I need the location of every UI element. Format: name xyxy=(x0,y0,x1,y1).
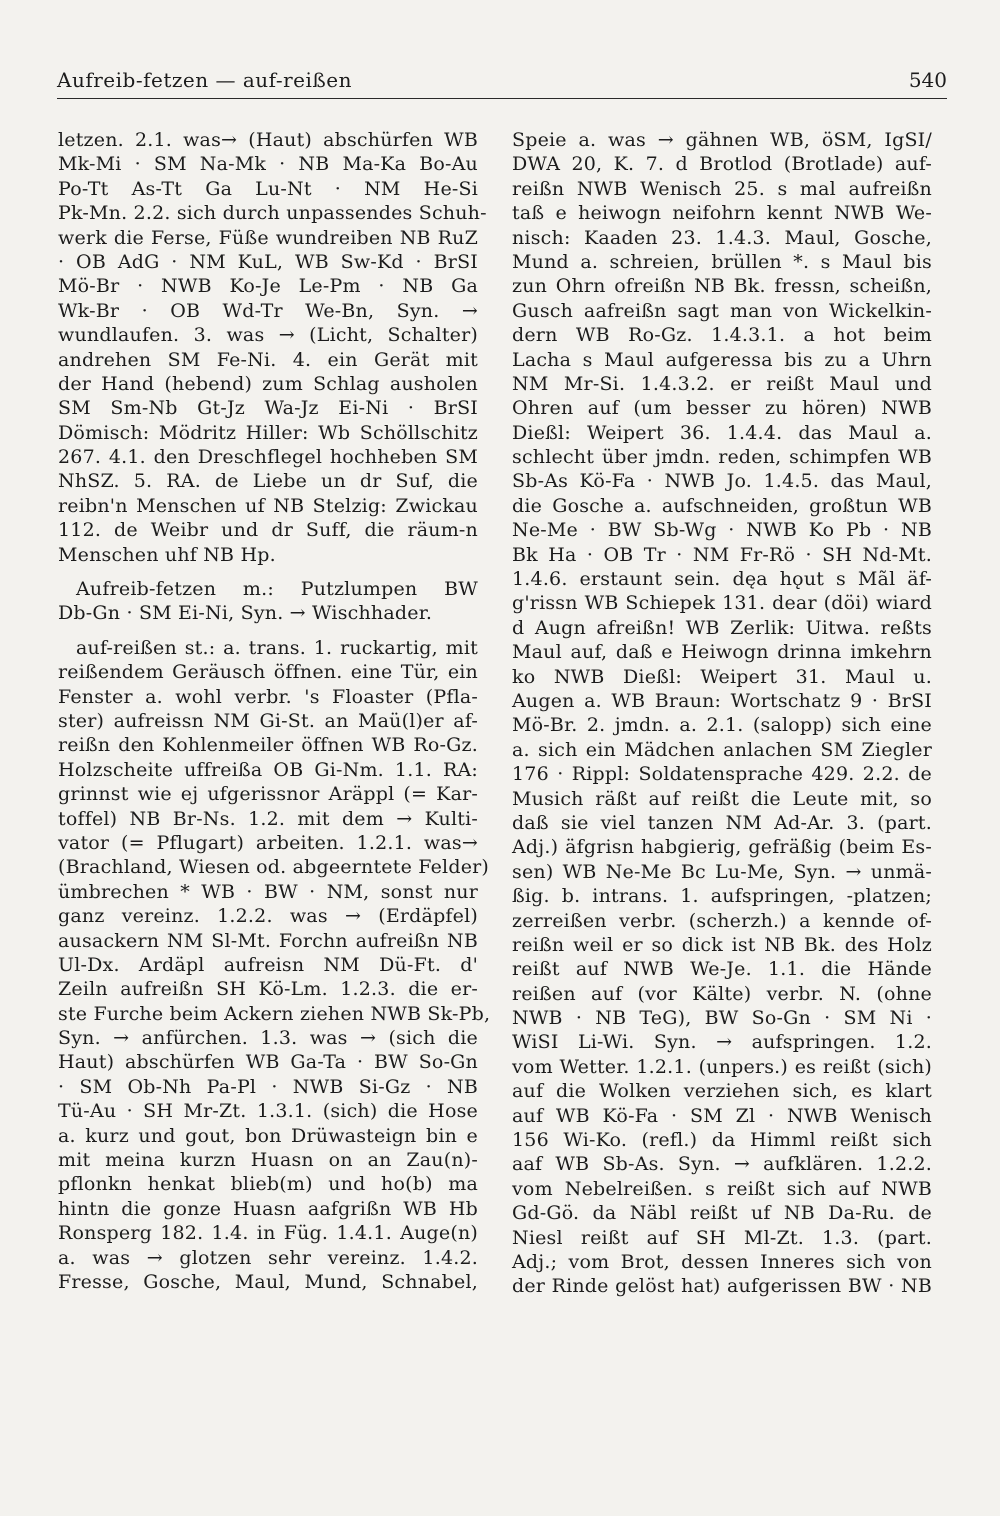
text-line: Gd-Gö. da Näbl reißt uf NB Da-Ru. de xyxy=(512,1202,932,1225)
text-line: aaf WB Sb-As. Syn. → aufklären. 1.2.2. xyxy=(512,1153,932,1176)
text-line: DWA 20, K. 7. d Brotlod (Brotlade) auf- xyxy=(512,153,932,176)
text-line: zerreißen verbr. (scherzh.) a kennde of- xyxy=(512,909,932,932)
text-line: Dießl: Weipert 36. 1.4.4. das Maul a. xyxy=(512,421,932,444)
text-line: Aufreib-fetzen m.: Putzlumpen BW xyxy=(76,578,478,601)
text-line: toffel) NB Br-Ns. 1.2. mit dem → Kulti- xyxy=(58,807,478,830)
text-line: sen) WB Ne-Me Bc Lu-Me, Syn. → unmä- xyxy=(512,860,932,883)
text-line: schlecht über jmdn. reden, schimpfen WB xyxy=(512,446,932,469)
text-line: Db-Gn · SM Ei-Ni, Syn. → Wischhader. xyxy=(58,602,433,625)
text-line: pflonkn henkat blieb(m) und ho(b) ma xyxy=(58,1173,478,1196)
text-line: taß e heiwogn neifohrn kennt NWB We- xyxy=(512,202,932,225)
header-title: Aufreib-fetzen — auf-reißen xyxy=(57,68,352,92)
text-line: Haut) abschürfen WB Ga-Ta · BW So-Gn xyxy=(58,1051,478,1074)
text-line: Fenster a. wohl verbr. 's Floaster (Pfla- xyxy=(58,685,478,708)
text-line: Adj.) äfgrisn habgierig, gefräßig (beim Es- xyxy=(512,836,932,859)
text-line: Augen a. WB Braun: Wortschatz 9 · BrSI xyxy=(512,689,932,712)
text-line: Lacha s Maul aufgeressa bis zu a Uhrn xyxy=(512,348,932,371)
text-line: Mund a. schreien, brüllen *. s Maul bis xyxy=(512,250,932,273)
text-line: Ne-Me · BW Sb-Wg · NWB Ko Pb · NB xyxy=(512,519,932,542)
text-line: reißendem Geräusch öffnen. eine Tür, ein xyxy=(58,661,478,684)
text-line: Ul-Dx. Ardäpl aufreisn NM Dü-Ft. d' xyxy=(58,953,478,976)
text-line: zun Ohrn ofreißn NB Bk. fressn, scheißn, xyxy=(512,275,932,298)
paragraph-gap xyxy=(58,567,478,577)
text-line: Ohren auf (um besser zu hören) NWB xyxy=(512,397,932,420)
text-line: Fresse, Gosche, Maul, Mund, Schnabel, xyxy=(58,1270,478,1293)
text-line: a. kurz und gout, bon Drüwasteign bin e xyxy=(58,1124,478,1147)
text-line: ganz vereinz. 1.2.2. was → (Erdäpfel) xyxy=(58,905,478,928)
text-line: auf-reißen st.: a. trans. 1. ruckartig, mit xyxy=(76,636,478,659)
text-line: Musich räßt auf reißt die Leute mit, so xyxy=(512,787,932,810)
text-line: ster) aufreissn NM Gi-St. an Maü(l)er af- xyxy=(58,709,478,732)
text-line: Maul auf, daß e Heiwogn drinna imkehrn xyxy=(512,641,932,664)
text-line: reibn'n Menschen uf NB Stelzig: Zwickau xyxy=(58,494,478,517)
text-line: a. sich ein Mädchen anlachen SM Ziegler xyxy=(512,738,932,761)
text-line: Sb-As Kö-Fa · NWB Jo. 1.4.5. das Maul, xyxy=(512,470,932,493)
text-line: ümbrechen * WB · BW · NM, sonst nur xyxy=(58,880,478,903)
text-line: ko NWB Dießl: Weipert 31. Maul u. xyxy=(512,665,932,688)
text-line: SM Sm-Nb Gt-Jz Wa-Jz Ei-Ni · BrSI xyxy=(58,397,478,420)
text-line: Adj.; vom Brot, dessen Inneres sich von xyxy=(512,1250,932,1273)
text-line: der Hand (hebend) zum Schlag ausholen xyxy=(58,372,478,395)
text-line: Bk Ha · OB Tr · NM Fr-Rö · SH Nd-Mt. xyxy=(512,543,932,566)
text-line: 112. de Weibr und dr Suff, die räum-n xyxy=(58,519,478,542)
text-line: · OB AdG · NM KuL, WB Sw-Kd · BrSI xyxy=(58,250,478,273)
text-line: reißen auf (vor Kälte) verbr. N. (ohne xyxy=(512,982,932,1005)
text-line: dern WB Ro-Gz. 1.4.3.1. a hot beim xyxy=(512,324,932,347)
text-line: reißt auf NWB We-Je. 1.1. die Hände xyxy=(512,958,932,981)
text-line: wundlaufen. 3. was → (Licht, Schalter) xyxy=(58,324,478,347)
text-line: a. was → glotzen sehr vereinz. 1.4.2. xyxy=(58,1246,478,1269)
text-line: ßig. b. intrans. 1. aufspringen, -platzen; xyxy=(512,885,932,908)
text-line: (Brachland, Wiesen od. abgeerntete Felder) xyxy=(58,856,490,879)
paragraph-gap xyxy=(58,626,478,636)
text-line: Ronsperg 182. 1.4. in Füg. 1.4.1. Auge(n) xyxy=(58,1222,478,1245)
text-line: die Gosche a. aufschneiden, großtun WB xyxy=(512,494,932,517)
page-header xyxy=(57,64,947,99)
text-line: Wk-Br · OB Wd-Tr We-Bn, Syn. → xyxy=(58,299,478,322)
text-line: hintn die gonze Huasn aafgrißn WB Hb xyxy=(58,1197,478,1220)
text-line: Speie a. was → gähnen WB, öSM, IgSI/ xyxy=(512,129,932,151)
text-line: werk die Ferse, Füße wundreiben NB RuZ xyxy=(58,226,478,249)
text-line: Mk-Mi · SM Na-Mk · NB Ma-Ka Bo-Au xyxy=(58,153,478,176)
text-line: Holzscheite uffreißa OB Gi-Nm. 1.1. RA: xyxy=(58,758,478,781)
text-line: NhSZ. 5. RA. de Liebe un dr Suf, die xyxy=(58,470,478,493)
text-line: Niesl reißt auf SH Ml-Zt. 1.3. (part. xyxy=(512,1226,932,1249)
text-line: 267. 4.1. den Dreschflegel hochheben SM xyxy=(58,446,478,469)
text-line: vom Nebelreißen. s reißt sich auf NWB xyxy=(512,1177,932,1200)
text-line: andrehen SM Fe-Ni. 4. ein Gerät mit xyxy=(58,348,478,371)
text-line: auf WB Kö-Fa · SM Zl · NWB Wenisch xyxy=(512,1104,932,1127)
text-line: Po-Tt As-Tt Ga Lu-Nt · NM He-Si xyxy=(58,177,478,200)
text-line: grinnst wie ej ufgerissnor Aräppl (= Kar- xyxy=(58,783,478,806)
text-line: WiSI Li-Wi. Syn. → aufspringen. 1.2. xyxy=(512,1031,932,1054)
text-line: · SM Ob-Nh Pa-Pl · NWB Si-Gz · NB xyxy=(58,1075,478,1098)
text-line: Mö-Br. 2. jmdn. a. 2.1. (salopp) sich eine xyxy=(512,714,932,737)
text-line: ausackern NM Sl-Mt. Forchn aufreißn NB xyxy=(58,929,478,952)
left-column xyxy=(58,128,491,1294)
text-line: vom Wetter. 1.2.1. (unpers.) es reißt (sich) xyxy=(512,1055,932,1078)
text-line: letzen. 2.1. was→ (Haut) abschürfen WB xyxy=(58,129,478,151)
text-line: Dömisch: Mödritz Hiller: Wb Schöllschitz xyxy=(58,421,478,444)
text-line: NM Mr-Si. 1.4.3.2. er reißt Maul und xyxy=(512,372,932,395)
text-line: daß sie viel tanzen NM Ad-Ar. 3. (part. xyxy=(512,811,932,834)
text-line: Pk-Mn. 2.2. sich durch unpassendes Schuh- xyxy=(58,202,487,225)
text-line: 156 Wi-Ko. (refl.) da Himml reißt sich xyxy=(512,1129,932,1152)
text-line: Gusch aafreißn sagt man von Wickelkin- xyxy=(512,299,932,322)
text-line: d Augn afreißn! WB Zerlik: Uitwa. reßts xyxy=(512,616,932,639)
right-column xyxy=(512,128,932,1299)
text-line: auf die Wolken verziehen sich, es klart xyxy=(512,1080,932,1103)
text-line: nisch: Kaaden 23. 1.4.3. Maul, Gosche, xyxy=(512,226,932,249)
text-line: vator (= Pflugart) arbeiten. 1.2.1. was→ xyxy=(58,831,478,854)
text-line: NWB · NB TeG), BW So-Gn · SM Ni · xyxy=(512,1007,932,1030)
text-line: 1.4.6. erstaunt sein. dęa hǫut s Mãl äf- xyxy=(512,568,932,591)
text-line: Syn. → anfürchen. 1.3. was → (sich die xyxy=(58,1027,478,1050)
text-line: der Rinde gelöst hat) aufgerissen BW · NB xyxy=(512,1275,932,1298)
text-line: g'rissn WB Schiepek 131. dear (döi) wiard xyxy=(512,592,932,615)
text-line: ste Furche beim Ackern ziehen NWB Sk-Pb, xyxy=(58,1002,491,1025)
text-line: 176 · Rippl: Soldatensprache 429. 2.2. de xyxy=(512,763,932,786)
text-line: reißn NWB Wenisch 25. s mal aufreißn xyxy=(512,177,932,200)
text-line: Tü-Au · SH Mr-Zt. 1.3.1. (sich) die Hose xyxy=(58,1100,478,1123)
text-line: reißn weil er so dick ist NB Bk. des Holz xyxy=(512,933,932,956)
page-number: 540 xyxy=(908,68,947,92)
text-line: reißn den Kohlenmeiler öffnen WB Ro-Gz. xyxy=(58,734,478,757)
text-line: Menschen uhf NB Hp. xyxy=(58,543,276,566)
text-line: Mö-Br · NWB Ko-Je Le-Pm · NB Ga xyxy=(58,275,478,298)
text-line: mit meina kurzn Huasn on an Zau(n)- xyxy=(58,1149,478,1172)
text-line: Zeiln aufreißn SH Kö-Lm. 1.2.3. die er- xyxy=(58,978,478,1001)
